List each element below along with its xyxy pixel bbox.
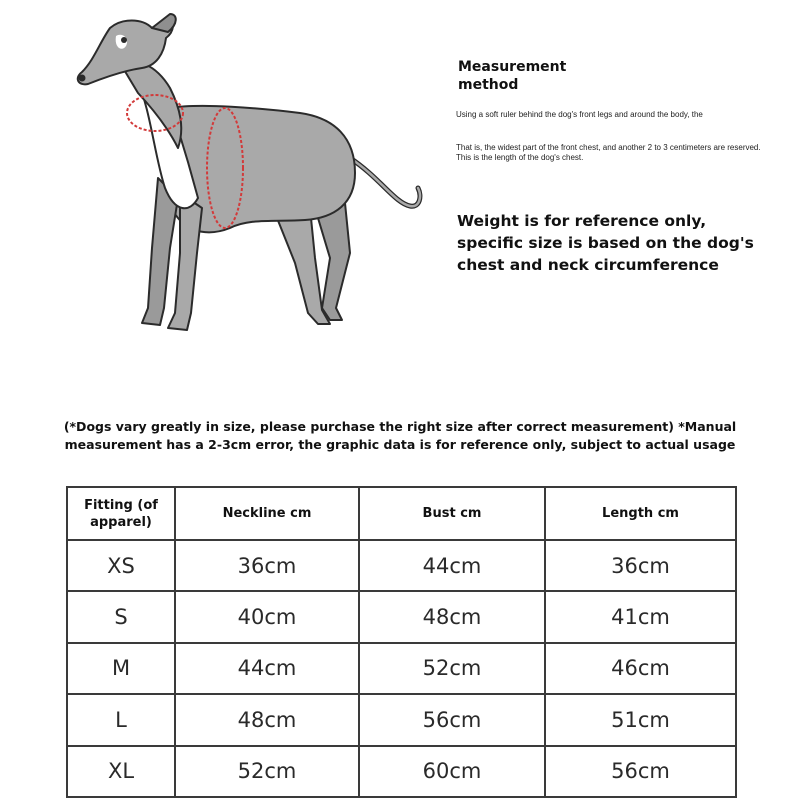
measurement-method-text-2: That is, the widest part of the front chest, and another 2 to 3 centimeters are reserved. This is the length of the dog's chest.	[456, 143, 761, 162]
length-cell: 56cm	[545, 746, 736, 797]
neckline-cell: 36cm	[175, 540, 359, 591]
size-chart-table	[66, 486, 737, 798]
header-neckline: Neckline cm	[175, 487, 359, 540]
size-cell: L	[67, 694, 175, 745]
header-fitting: Fitting (of apparel)	[67, 487, 175, 540]
length-cell: 41cm	[545, 591, 736, 642]
length-cell: 36cm	[545, 540, 736, 591]
measurement-method-title: Measurement method	[458, 59, 567, 93]
header-length: Length cm	[545, 487, 736, 540]
table-header-row	[67, 487, 736, 540]
bust-cell: 44cm	[359, 540, 545, 591]
size-cell: M	[67, 643, 175, 694]
size-cell: XL	[67, 746, 175, 797]
length-cell: 51cm	[545, 694, 736, 745]
header-bust: Bust cm	[359, 487, 545, 540]
size-cell: S	[67, 591, 175, 642]
table-row	[67, 540, 736, 591]
length-cell: 46cm	[545, 643, 736, 694]
table-row	[67, 591, 736, 642]
neckline-cell: 40cm	[175, 591, 359, 642]
weight-note: Weight is for reference only, specific size is based on the dog's chest and neck circumference	[457, 212, 754, 274]
greyhound-illustration-icon	[60, 8, 440, 338]
neckline-cell: 44cm	[175, 643, 359, 694]
table-row	[67, 746, 736, 797]
neckline-cell: 52cm	[175, 746, 359, 797]
bust-cell: 56cm	[359, 694, 545, 745]
bust-cell: 60cm	[359, 746, 545, 797]
size-disclaimer: (*Dogs vary greatly in size, please purchase the right size after correct measurement) *Manual measurement has a 2-3cm error, the graphic data is for reference only, subject to actual usage	[63, 419, 737, 452]
bust-cell: 52cm	[359, 643, 545, 694]
table-row	[67, 694, 736, 745]
neckline-cell: 48cm	[175, 694, 359, 745]
size-cell: XS	[67, 540, 175, 591]
bust-cell: 48cm	[359, 591, 545, 642]
measurement-method-text-1: Using a soft ruler behind the dog's front legs and around the body, the	[456, 110, 703, 119]
table-row	[67, 643, 736, 694]
